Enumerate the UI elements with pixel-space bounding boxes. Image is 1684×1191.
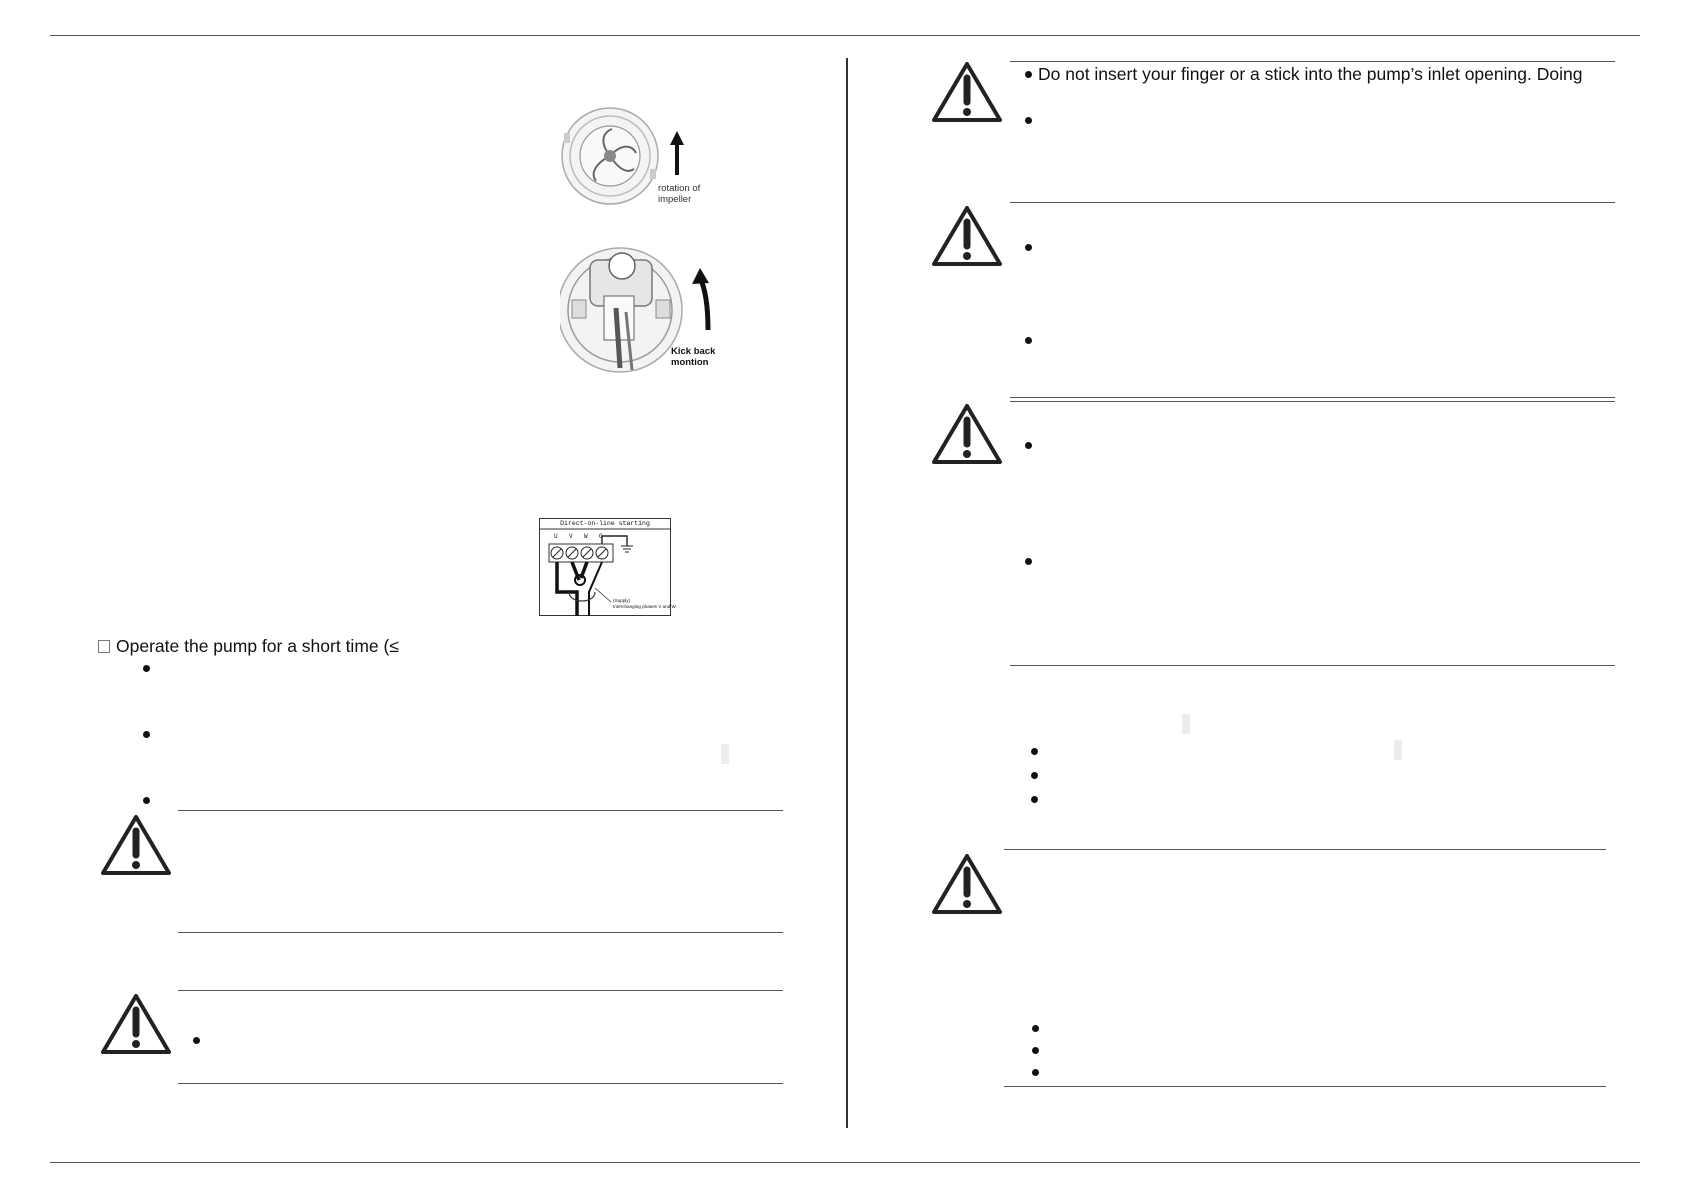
right-warning-4-bullet-2 [1032, 1047, 1039, 1054]
motor-caption: Kick back montion [671, 346, 716, 368]
right-warning-4-bullet-1 [1032, 1025, 1039, 1032]
terminal-v: V [569, 533, 573, 540]
right-warning-1-top-rule [1010, 61, 1615, 62]
right-warning-2-bullet-1 [1025, 244, 1032, 251]
right-list-bullet-3 [1031, 796, 1038, 803]
right-warning-1-bottom-rule [1010, 202, 1615, 203]
wiring-diagram [539, 518, 676, 616]
right-list-bullet-2 [1031, 772, 1038, 779]
warning-triangle-icon [99, 812, 173, 878]
motor-figure [560, 238, 730, 388]
operate-instruction: Operate the pump for a short time (≤ [98, 636, 399, 656]
terminal-u: U [554, 533, 558, 540]
right-warning-4-bullet-3 [1032, 1069, 1039, 1076]
wiring-note: (Supply) Interchanging phases V and W [613, 598, 676, 609]
warning-triangle-icon [930, 851, 1004, 917]
impeller-caption: rotation of impeller [658, 183, 701, 205]
wiring-title: Direct-on-line starting [560, 520, 650, 527]
left-warning-2-bullet [193, 1037, 200, 1044]
right-warning-1-bullet-1 [1025, 71, 1032, 78]
right-warning-3-bottom-rule [1010, 665, 1615, 666]
text-mark [721, 744, 729, 764]
operate-bullet-3 [143, 797, 150, 804]
warning-triangle-icon [930, 59, 1004, 125]
checkbox-glyph [98, 640, 110, 653]
right-warning-3-bullet-1 [1025, 442, 1032, 449]
top-rule [50, 35, 1640, 36]
right-list-bullet-1 [1031, 748, 1038, 755]
right-warning-4-top-rule [1004, 849, 1606, 850]
right-warning-3-bullet-2 [1025, 558, 1032, 565]
warning-triangle-icon [930, 401, 1004, 467]
left-warning-1-top-rule [178, 810, 783, 811]
right-warning-1-bullet-2 [1025, 117, 1032, 124]
warning-triangle-icon [99, 991, 173, 1057]
left-warning-2-top-rule [178, 990, 783, 991]
warning-triangle-icon [930, 203, 1004, 269]
terminal-g: G [599, 533, 603, 540]
terminal-w: W [584, 533, 588, 540]
right-warning-3-top-rule [1010, 401, 1615, 402]
right-warning-2-bottom-rule [1010, 397, 1615, 398]
operate-bullet-1 [143, 665, 150, 672]
operate-bullet-2 [143, 731, 150, 738]
right-warning-2-bullet-2 [1025, 337, 1032, 344]
right-warning-4-bottom-rule [1004, 1086, 1606, 1087]
bottom-rule [50, 1162, 1640, 1163]
impeller-figure [560, 103, 700, 215]
right-warning-1-text: Do not insert your finger or a stick into the pump’s inlet opening. Doing [1038, 64, 1583, 84]
left-warning-1-bottom-rule [178, 932, 783, 933]
text-mark [1394, 740, 1402, 760]
left-warning-2-bottom-rule [178, 1083, 783, 1084]
column-divider [846, 58, 848, 1128]
text-mark [1182, 714, 1190, 734]
